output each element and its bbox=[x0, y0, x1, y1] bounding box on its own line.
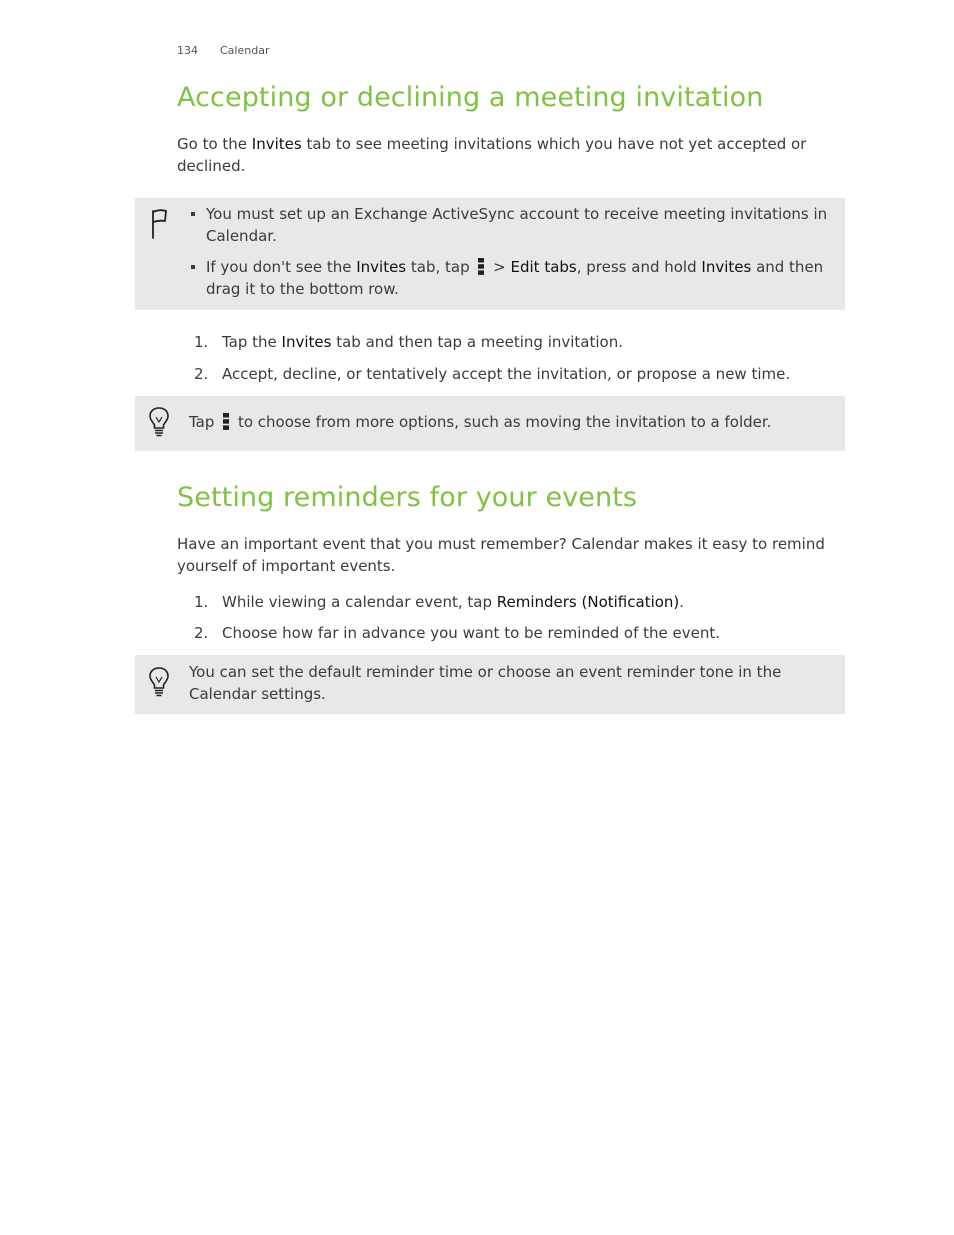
tip-box bbox=[135, 396, 845, 451]
tip-box bbox=[135, 655, 845, 714]
flag-icon bbox=[148, 208, 170, 240]
section1-steps bbox=[194, 331, 844, 385]
note-bullets bbox=[190, 203, 845, 300]
note-bullet: You must set up an Exchange ActiveSync account to receive meeting invitations in Calendar. bbox=[190, 203, 845, 247]
lightbulb-icon bbox=[147, 666, 171, 698]
note-box bbox=[135, 198, 845, 310]
step-item: 1. While viewing a calendar event, tap Reminders (Notification). bbox=[194, 593, 685, 611]
page-number: 134 bbox=[177, 44, 198, 57]
menu-icon bbox=[223, 413, 229, 430]
section-name: Calendar bbox=[220, 44, 270, 57]
step-item: 2. Accept, decline, or tentatively accept the invitation, or propose a new time. bbox=[194, 365, 791, 383]
menu-icon bbox=[478, 258, 484, 275]
section1-title: Accepting or declining a meeting invitation bbox=[177, 82, 764, 113]
step-item: 2. Choose how far in advance you want to be reminded of the event. bbox=[194, 624, 721, 642]
tip-text: Tap to choose from more options, such as moving the invitation to a folder. bbox=[189, 413, 772, 431]
tip-text: You can set the default reminder time or choose an event reminder tone in the Calendar settings. bbox=[189, 663, 782, 703]
section1-intro: Go to the Invites tab to see meeting invitations which you have not yet accepted or declined. bbox=[177, 135, 807, 175]
lightbulb-icon bbox=[147, 406, 171, 438]
note-bullet: If you don't see the Invites tab, tap > Edit tabs, press and hold Invites and then drag it to the bottom row. bbox=[190, 256, 845, 300]
section2-title: Setting reminders for your events bbox=[177, 482, 638, 513]
page-header bbox=[177, 44, 269, 57]
section2-steps bbox=[194, 591, 844, 644]
section2-intro: Have an important event that you must remember? Calendar makes it easy to remind yourself of important events. bbox=[177, 535, 825, 575]
step-item: 1. Tap the Invites tab and then tap a meeting invitation. bbox=[194, 333, 623, 351]
